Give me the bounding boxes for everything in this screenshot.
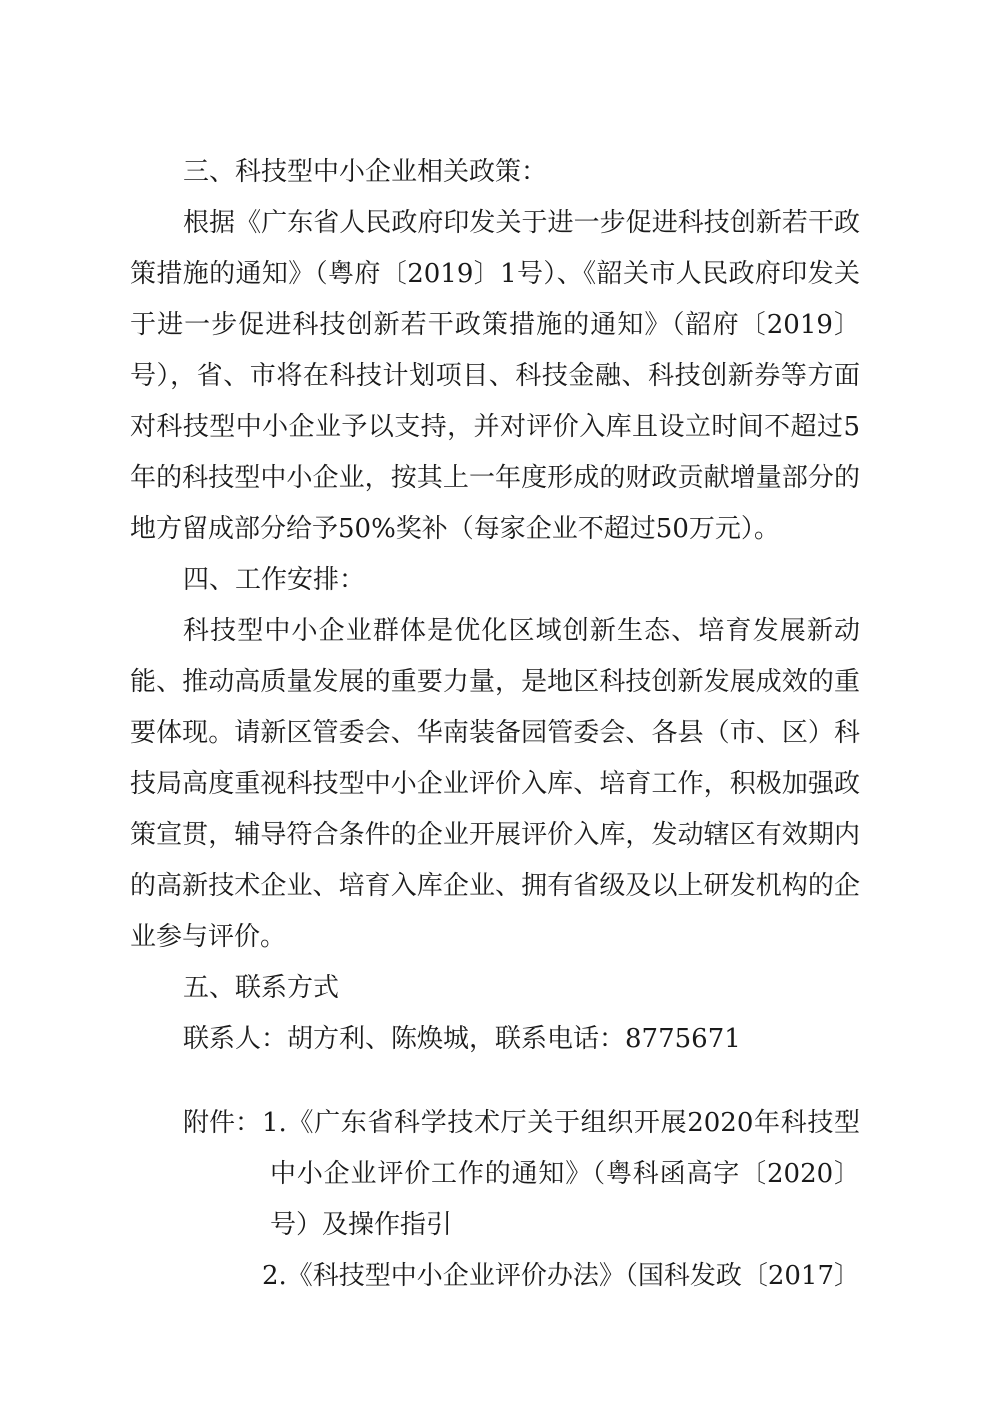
- section3-line-3: 于进一步促进科技创新若干政策措施的通知》（韶府〔2019〕: [130, 310, 860, 340]
- section4-line-3: 要体现。请新区管委会、华南装备园管委会、各县（市、区）科: [130, 718, 860, 748]
- section4-heading: 四、工作安排：: [183, 565, 366, 595]
- section3-heading: 三、科技型中小企业相关政策：: [183, 157, 548, 187]
- attachment-2-line-1: 2.《科技型中小企业评价办法》（国科发政〔2017〕: [262, 1261, 860, 1291]
- section4-line-5: 策宣贯，辅导符合条件的企业开展评价入库，发动辖区有效期内: [130, 820, 860, 850]
- section3-line-2: 策措施的通知》（粤府〔2019〕1号）、《韶关市人民政府印发关: [130, 259, 860, 289]
- attachments-label: 附件：: [183, 1108, 262, 1138]
- section4-line-4: 技局高度重视科技型中小企业评价入库、培育工作，积极加强政: [130, 769, 860, 799]
- section4-line-6: 的高新技术企业、培育入库企业、拥有省级及以上研发机构的企: [130, 871, 860, 901]
- attachment-1-line-3: 号）及操作指引: [270, 1210, 453, 1240]
- section3-line-1: 根据《广东省人民政府印发关于进一步促进科技创新若干政: [183, 208, 860, 238]
- section4-line-2: 能、推动高质量发展的重要力量，是地区科技创新发展成效的重: [130, 667, 860, 697]
- section3-line-5: 对科技型中小企业予以支持，并对评价入库且设立时间不超过5: [130, 412, 860, 442]
- attachment-1-line-2: 中小企业评价工作的通知》（粤科函高字〔2020〕: [270, 1159, 860, 1189]
- section3-line-7: 地方留成部分给予50%奖补（每家企业不超过50万元）。: [130, 514, 780, 544]
- section5-heading: 五、联系方式: [183, 973, 340, 1003]
- section4-line-1: 科技型中小企业群体是优化区域创新生态、培育发展新动: [183, 616, 860, 646]
- contact-line: 联系人：胡方利、陈焕城，联系电话：8775671: [183, 1024, 741, 1054]
- section3-line-6: 年的科技型中小企业，按其上一年度形成的财政贡献增量部分的: [130, 463, 860, 493]
- section3-line-4: 号），省、市将在科技计划项目、科技金融、科技创新券等方面: [130, 361, 860, 391]
- section4-line-7: 业参与评价。: [130, 922, 287, 952]
- attachment-1-line-1: 1.《广东省科学技术厅关于组织开展2020年科技型: [262, 1108, 860, 1138]
